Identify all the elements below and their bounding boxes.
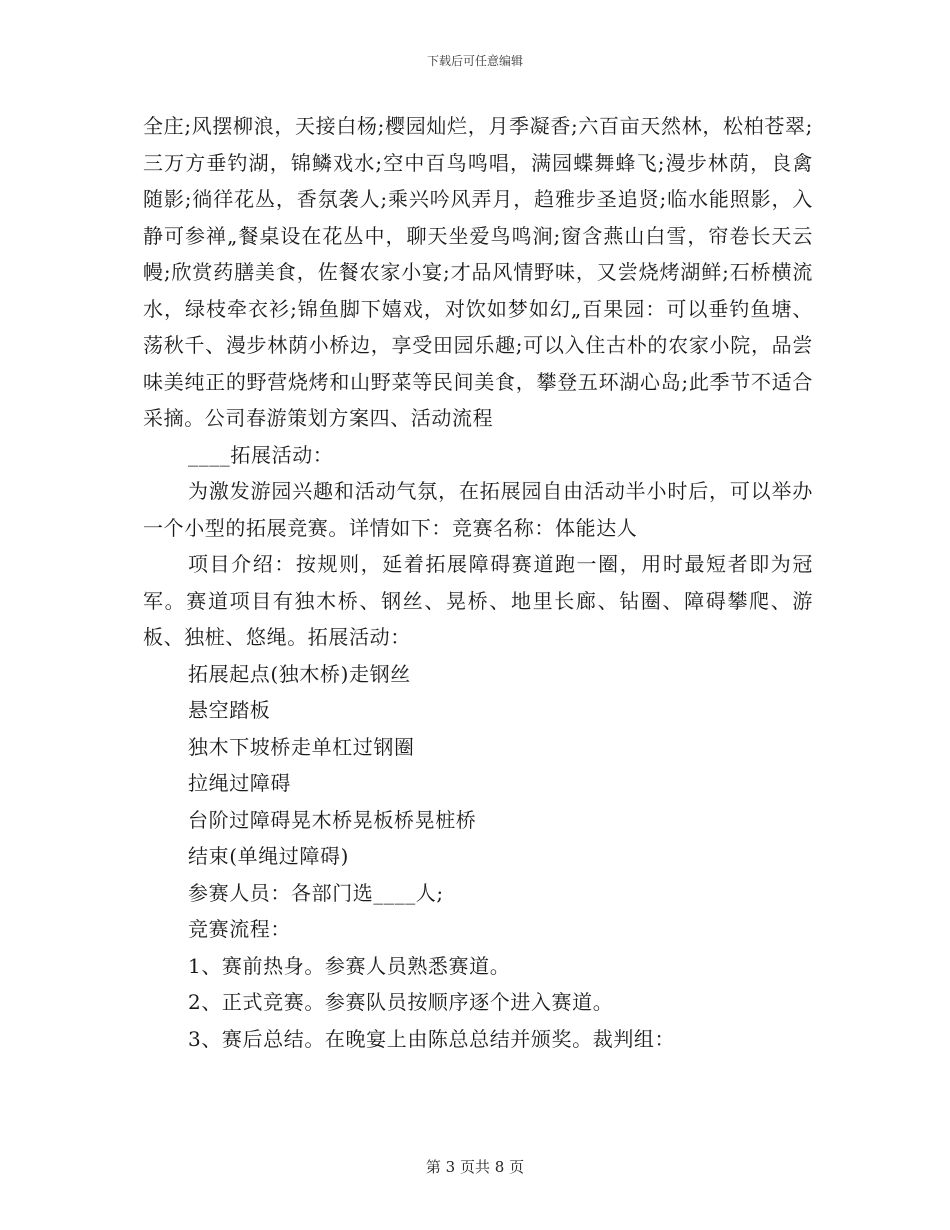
process-step: 3、赛后总结。在晚宴上由陈总总结并颁奖。裁判组： bbox=[188, 1026, 676, 1051]
document-body bbox=[143, 108, 813, 1057]
page-header: 下载后可任意编辑 bbox=[426, 54, 523, 68]
paragraph-scenery: 全庄;风摆柳浪，天接白杨;樱园灿烂，月季凝香;六百亩天然林，松柏苍翠;三万方垂钓湖，锦鳞戏水;空中百鸟鸣唱，满园蝶舞蜂飞;漫步林荫，良禽随影;徜徉花丛，香氛袭人;乘兴吟风弄月，趋雅步圣追贤;临水能照影，入静可参禅„餐桌设在花丛中，聊天坐爱鸟鸣涧;窗含燕山白雪，帘卷长天云幔;欣赏药膳美食，佐餐农家小宴;才品风情野味，又尝烧烤湖鲜;石桥横流水，绿枝牵衣衫;锦鱼脚下嬉戏，对饮如梦如幻„百果园：可以垂钓鱼塘、荡秋千、漫步林荫小桥边，享受田园乐趣;可以入住古朴的农家小院，品尝味美纯正的野营烧烤和山野菜等民间美食，攀登五环湖心岛;此季节不适合采摘。公司春游策划方案四、活动流程 bbox=[143, 114, 813, 430]
page-footer: 第 3 页共 8 页 bbox=[425, 1158, 525, 1176]
list-item: 独木下坡桥走单杠过钢圈 bbox=[188, 734, 415, 759]
list-item: 台阶过障碍晃木桥晃板桥晃桩桥 bbox=[188, 807, 477, 832]
process-step: 1、赛前热身。参赛人员熟悉赛道。 bbox=[188, 953, 511, 978]
list-item: 拉绳过障碍 bbox=[188, 771, 291, 795]
paragraph-expansion-title: ____拓展活动： bbox=[188, 442, 334, 467]
participants-line: 参赛人员：各部门选____人; bbox=[188, 880, 444, 905]
paragraph-competition-intro: 为激发游园兴趣和活动气氛，在拓展园自由活动半小时后，可以举办一个小型的拓展竞赛。详情如下：竞赛名称：体能达人 bbox=[143, 479, 813, 540]
process-step: 2、正式竞赛。参赛队员按顺序逐个进入赛道。 bbox=[188, 990, 614, 1014]
list-item: 悬空踏板 bbox=[188, 698, 271, 722]
paragraph-project-intro: 项目介绍：按规则，延着拓展障碍赛道跑一圈，用时最短者即为冠军。赛道项目有独木桥、钢丝、晃桥、地里长廊、钻圈、障碍攀爬、游板、独桩、悠绳。拓展活动： bbox=[143, 552, 813, 649]
process-heading: 竞赛流程： bbox=[188, 917, 291, 941]
list-item: 结束(单绳过障碍) bbox=[188, 844, 350, 868]
list-item: 拓展起点(独木桥)走钢丝 bbox=[188, 661, 411, 686]
